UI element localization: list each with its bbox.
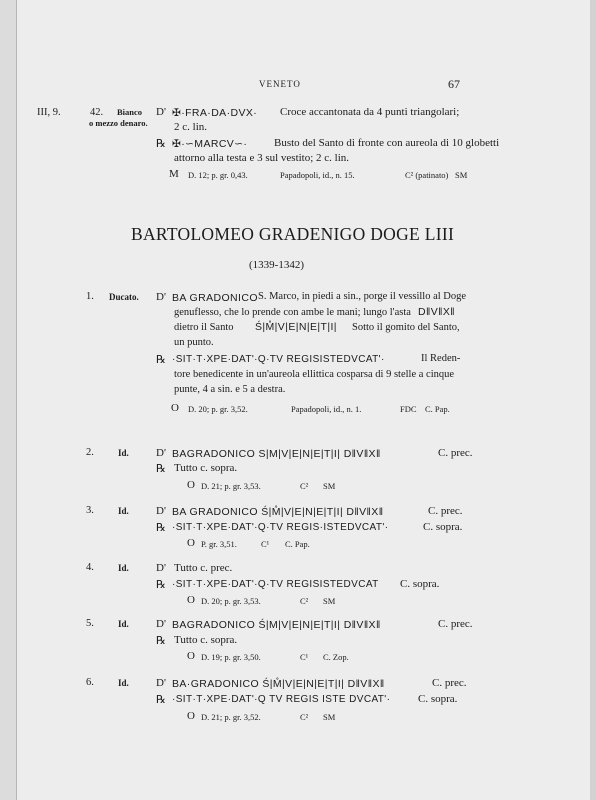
- reverse-symbol: ℞: [156, 522, 166, 534]
- denomination: Id.: [118, 619, 129, 629]
- obverse-legend: BAGRADONICO Ś|M|V|E|N|E|T|I| D‖V‖X‖: [172, 619, 381, 631]
- denomination: Id.: [118, 678, 129, 688]
- obverse-description: S. Marco, in piedi a sin., porge il vessillo al Doge: [258, 291, 467, 302]
- denomination: Id.: [118, 506, 129, 516]
- rarity: C¹: [300, 652, 309, 662]
- entry-number: 2.: [86, 447, 94, 458]
- obverse-description-2: genuflesso, che lo prende con ambe le mani; lungo l'asta: [174, 307, 411, 318]
- obverse-description: Tutto c. prec.: [174, 562, 233, 574]
- denomination-line2: o mezzo denaro.: [89, 118, 148, 128]
- obverse-symbol: D': [156, 291, 166, 303]
- metal: M: [169, 168, 179, 180]
- reverse-legend: ·SIT·T·XPE·DAT'·Q TV REGIS ISTE DVCAT'·: [172, 694, 391, 705]
- obverse-symbol: D': [156, 505, 166, 517]
- reverse-legend: ✠·∽MARCV∽·: [172, 138, 248, 150]
- page-number: 67: [448, 77, 460, 91]
- collection: C. Zop.: [323, 652, 349, 662]
- denomination: Ducato.: [109, 292, 139, 302]
- obverse-legend: ✠·FRA·DA·DVX·: [172, 107, 258, 119]
- weight: D. 21; p. gr. 3,53.: [201, 481, 261, 491]
- entry-number: 6.: [86, 677, 94, 688]
- reverse-description-3: punte, 4 a sin. e 5 a destra.: [174, 384, 286, 395]
- denomination: Id.: [118, 448, 129, 458]
- reverse-symbol: ℞: [156, 579, 166, 591]
- entry-ref: III, 9.: [37, 107, 61, 118]
- collection: SM: [323, 596, 336, 606]
- weight: D. 19; p. gr. 3,50.: [201, 652, 261, 662]
- obverse-symbol: D': [156, 562, 166, 574]
- metal: O: [187, 479, 195, 491]
- denomination: Id.: [118, 563, 129, 573]
- weight: D. 21; p. gr. 3,52.: [201, 712, 261, 722]
- collection: C. Pap.: [285, 539, 310, 549]
- running-title: VENETO: [259, 79, 301, 89]
- grade: FDC: [400, 404, 417, 414]
- reverse-legend: ·SIT·T·XPE·DAT'·Q·TV REGIS·ISTEDVCAT'·: [172, 522, 389, 533]
- rarity: C²: [300, 596, 309, 606]
- obverse-legend-saint: Ś|M̊|V|E|N|E|T|I|: [255, 321, 337, 333]
- reverse-description: Busto del Santo di fronte con aureola di 10 globetti: [274, 137, 500, 149]
- metal: O: [187, 537, 195, 549]
- rarity: C² (patinato): [405, 170, 449, 180]
- obverse-description: C. prec.: [438, 447, 473, 459]
- weight: D. 20; p. gr. 3,52.: [188, 404, 248, 414]
- obverse-description: C. prec.: [428, 505, 463, 517]
- reverse-legend: ·SIT·T·XPE·DAT'·Q·TV REGISISTEDVCAT'·: [172, 354, 385, 365]
- reverse-symbol: ℞: [156, 354, 166, 366]
- reverse-description: C. sopra.: [400, 578, 440, 590]
- obverse-legend: BA GRADONICO Ś|M̊|V|E|N|E|T|I| D‖V‖X‖: [172, 506, 384, 518]
- weight: D. 12; p. gr. 0,43.: [188, 170, 248, 180]
- section-title: BARTOLOMEO GRADENIGO DOGE LIII: [131, 224, 455, 244]
- reference: Papadopoli, id., n. 15.: [280, 170, 355, 180]
- obverse-symbol: D': [156, 677, 166, 689]
- reverse-symbol: ℞: [156, 694, 166, 706]
- reverse-description-2: tore benedicente in un'aureola ellittica cosparsa di 9 stelle a cinque: [174, 369, 455, 380]
- rarity: C²: [300, 481, 309, 491]
- entry-number: 1.: [86, 291, 94, 302]
- obverse-description-4: un punto.: [174, 337, 214, 348]
- obverse-description: Croce accantonata da 4 punti triangolari;: [280, 106, 460, 118]
- reverse-legend: ·SIT·T·XPE·DAT'·Q·TV REGISISTEDVCAT: [172, 579, 379, 590]
- page-gutter: [0, 0, 17, 800]
- metal: O: [187, 650, 195, 662]
- obverse-description-2: 2 c. lin.: [174, 121, 207, 133]
- obverse-symbol: D': [156, 618, 166, 630]
- reverse-symbol: ℞: [156, 138, 166, 150]
- reverse-symbol: ℞: [156, 463, 166, 475]
- obverse-description-3b: Sotto il gomito del Santo,: [352, 322, 460, 333]
- collection: C. Pap.: [425, 404, 450, 414]
- rarity: C²: [300, 712, 309, 722]
- reference: Papadopoli, id., n. 1.: [291, 404, 362, 414]
- metal: O: [187, 710, 195, 722]
- reverse-description-2: attorno alla testa e 3 sul vestito; 2 c. lin.: [174, 152, 350, 164]
- reverse-description: C. sopra.: [423, 521, 463, 533]
- denomination: Bianco: [117, 107, 143, 117]
- weight: P. gr. 3,51.: [201, 539, 237, 549]
- collection: SM: [455, 170, 468, 180]
- obverse-legend: BAGRADONICO S|M|V|E|N|E|T|I| D‖V‖X‖: [172, 448, 381, 460]
- reverse-description: Tutto c. sopra.: [174, 634, 238, 646]
- obverse-legend-field: D‖V‖X‖: [418, 306, 456, 318]
- collection: SM: [323, 712, 336, 722]
- obverse-legend: BA·GRADONICO Ś|M̊|V|E|N|E|T|I| D‖V‖X‖: [172, 678, 385, 690]
- reverse-symbol: ℞: [156, 635, 166, 647]
- obverse-description: C. prec.: [432, 677, 467, 689]
- entry-number: 42.: [90, 107, 104, 118]
- obverse-description-3: dietro il Santo: [174, 322, 234, 333]
- obverse-legend: BA GRADONICO: [172, 292, 258, 304]
- obverse-symbol: D': [156, 106, 166, 118]
- reverse-description: C. sopra.: [418, 693, 458, 705]
- metal: O: [187, 594, 195, 606]
- section-dates: (1339-1342): [249, 259, 304, 271]
- metal: O: [171, 402, 179, 414]
- entry-number: 4.: [86, 562, 94, 573]
- rarity: C¹: [261, 539, 270, 549]
- reverse-description: Il Reden-: [421, 353, 461, 364]
- entry-number: 3.: [86, 505, 94, 516]
- page-edge: [590, 0, 596, 800]
- reverse-description: Tutto c. sopra.: [174, 462, 238, 474]
- weight: D. 20; p. gr. 3,53.: [201, 596, 261, 606]
- entry-number: 5.: [86, 618, 94, 629]
- obverse-description: C. prec.: [438, 618, 473, 630]
- obverse-symbol: D': [156, 447, 166, 459]
- collection: SM: [323, 481, 336, 491]
